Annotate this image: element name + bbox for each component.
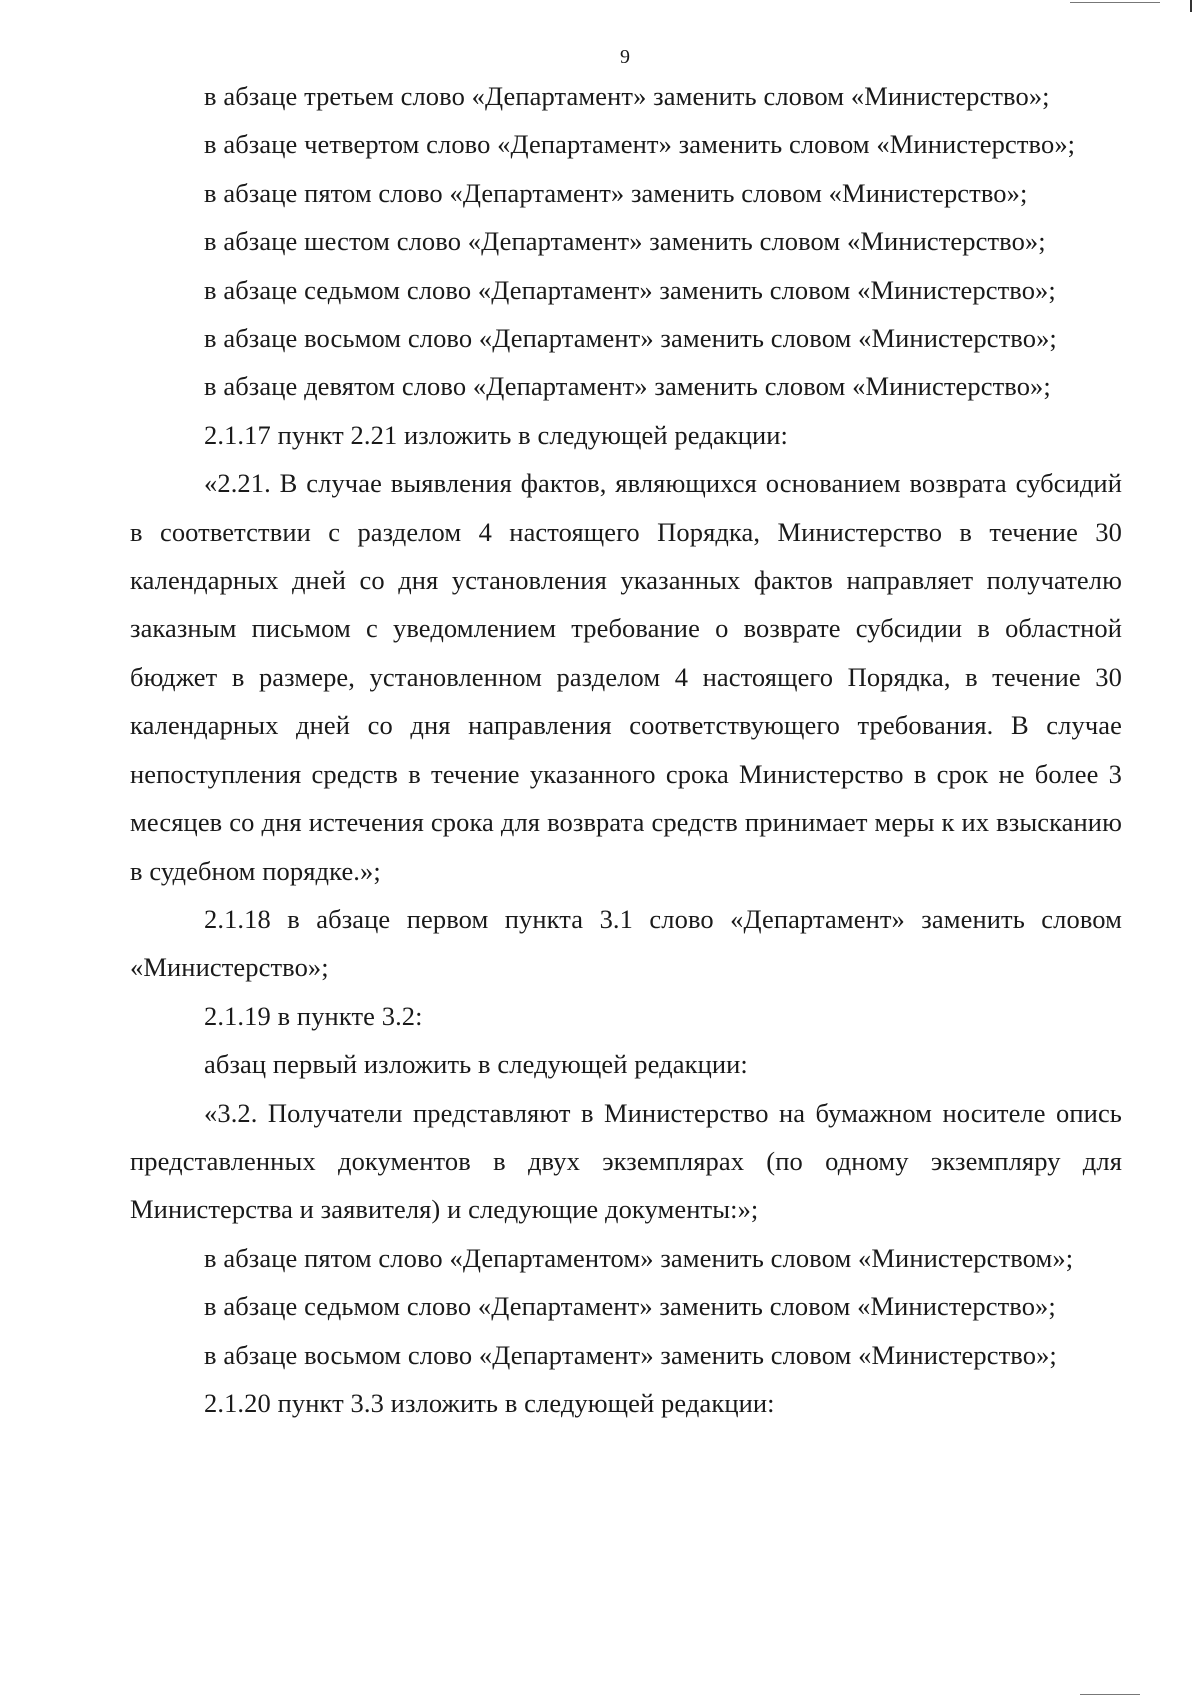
document-body bbox=[130, 72, 1122, 1427]
paragraph: 2.1.17 пункт 2.21 изложить в следующей редакции: bbox=[204, 419, 788, 450]
page-number: 9 bbox=[620, 46, 630, 68]
paragraph: в абзаце пятом слово «Департамент» заменить словом «Министерство»; bbox=[204, 177, 1028, 208]
paragraph: в абзаце восьмом слово «Департамент» заменить словом «Министерство»; bbox=[204, 323, 1057, 354]
paragraph: абзац первый изложить в следующей редакции: bbox=[204, 1049, 748, 1080]
paragraph: 2.1.20 пункт 3.3 изложить в следующей редакции: bbox=[204, 1387, 775, 1418]
paragraph: в абзаце шестом слово «Департамент» заменить словом «Министерство»; bbox=[204, 226, 1046, 257]
paragraph: в абзаце седьмом слово «Департамент» заменить словом «Министерство»; bbox=[204, 274, 1056, 305]
paragraph: в абзаце девятом слово «Департамент» заменить словом «Министерство»; bbox=[204, 371, 1051, 402]
paragraph: в абзаце третьем слово «Департамент» заменить словом «Министерство»; bbox=[204, 81, 1050, 111]
paragraph: «2.21. В случае выявления фактов, являющихся основанием возврата субсидий в соответствии с разделом 4 настоящего Порядка, Министерство в течение 30 календарных дней со дня установления указанных фактов направляет получателю заказным письмом с уведомлением требование о возврате субсидии в областной бюджет в размере, установленном разделом 4 настоящего Порядка, в течение 30 календарных дней со дня направления соответствующего требования. В случае непоступления средств в течение указанного срока Министерство в срок не более 3 месяцев со дня истечения срока для возврата средств принимает меры к их взысканию в судебном порядке.»; bbox=[130, 468, 1122, 886]
scan-edge-mark bbox=[1070, 2, 1160, 3]
scan-edge-mark bbox=[1080, 1694, 1140, 1695]
scan-edge-mark bbox=[1190, 0, 1192, 12]
paragraph: в абзаце пятом слово «Департаментом» заменить словом «Министерством»; bbox=[204, 1242, 1074, 1273]
paragraph: в абзаце восьмом слово «Департамент» заменить словом «Министерство»; bbox=[204, 1339, 1057, 1370]
paragraph: 2.1.19 в пункте 3.2: bbox=[204, 1000, 423, 1031]
paragraph: «3.2. Получатели представляют в Министерство на бумажном носителе опись представленных документов в двух экземплярах (по одному экземпляру для Министерства и заявителя) и следующие документы:»; bbox=[130, 1097, 1122, 1225]
paragraph: в абзаце четвертом слово «Департамент» заменить словом «Министерство»; bbox=[204, 129, 1076, 160]
paragraph: 2.1.18 в абзаце первом пункта 3.1 слово «Департамент» заменить словом «Министерство»; bbox=[130, 903, 1122, 983]
paragraph: в абзаце седьмом слово «Департамент» заменить словом «Министерство»; bbox=[204, 1291, 1056, 1322]
